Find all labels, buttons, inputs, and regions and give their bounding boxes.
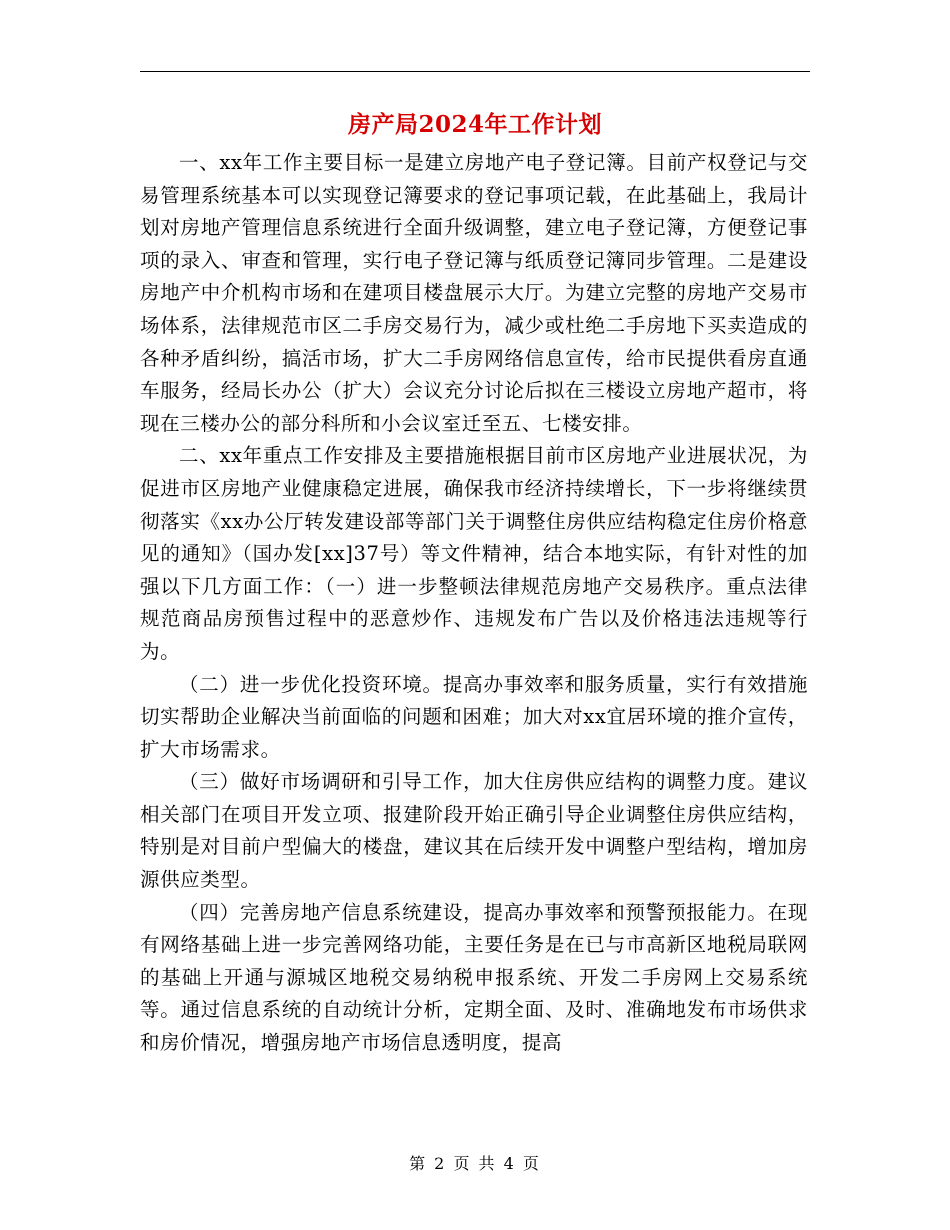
header-rule <box>140 71 810 72</box>
paragraph: （二）进一步优化投资环境。提高办事效率和服务质量，实行有效措施切实帮助企业解决当前面临的问题和困难；加大对xx宜居环境的推介宣传，扩大市场需求。 <box>140 672 808 761</box>
document-body <box>140 147 808 1060</box>
paragraph: 二、xx年重点工作安排及主要措施根据目前市区房地产业进展状况，为促进市区房地产业健康稳定进展，确保我市经济持续增长，下一步将继续贯彻落实《xx办公厅转发建设部等部门关于调整住房供应结构稳定住房价格意见的通知》（国办发[xx]37号）等文件精神，结合本地实际，有针对性的加强以下几方面工作：（一）进一步整顿法律规范房地产交易秩序。重点法律规范商品房预售过程中的恶意炒作、违规发布广告以及价格违法违规等行为。 <box>140 444 808 663</box>
page-number: 第 2 页 共 4 页 <box>409 1154 541 1173</box>
paragraph: （三）做好市场调研和引导工作，加大住房供应结构的调整力度。建议相关部门在项目开发立项、报建阶段开始正确引导企业调整住房供应结构，特别是对目前户型偏大的楼盘，建议其在后续开发中调整户型结构，增加房源供应类型。 <box>140 770 808 892</box>
document-title: 房产局2024年工作计划 <box>347 111 602 138</box>
paragraph: 一、xx年工作主要目标一是建立房地产电子登记簿。目前产权登记与交易管理系统基本可以实现登记簿要求的登记事项记载，在此基础上，我局计划对房地产管理信息系统进行全面升级调整，建立电子登记簿，方便登记事项的录入、审查和管理，实行电子登记簿与纸质登记簿同步管理。二是建设房地产中介机构市场和在建项目楼盘展示大厅。为建立完整的房地产交易市场体系，法律规范市区二手房交易行为，减少或杜绝二手房地下买卖造成的各种矛盾纠纷，搞活市场，扩大二手房网络信息宣传，给市民提供看房直通车服务，经局长办公（扩大）会议充分讨论后拟在三楼设立房地产超市，将现在三楼办公的部分科所和小会议室迁至五、七楼安排。 <box>140 151 808 435</box>
paragraph: （四）完善房地产信息系统建设，提高办事效率和预警预报能力。在现有网络基础上进一步完善网络功能，主要任务是在已与市高新区地税局联网的基础上开通与源城区地税交易纳税申报系统、开发二手房网上交易系统等。通过信息系统的自动统计分析，定期全面、及时、准确地发布市场供求和房价情况，增强房地产市场信息透明度，提高 <box>140 900 808 1055</box>
